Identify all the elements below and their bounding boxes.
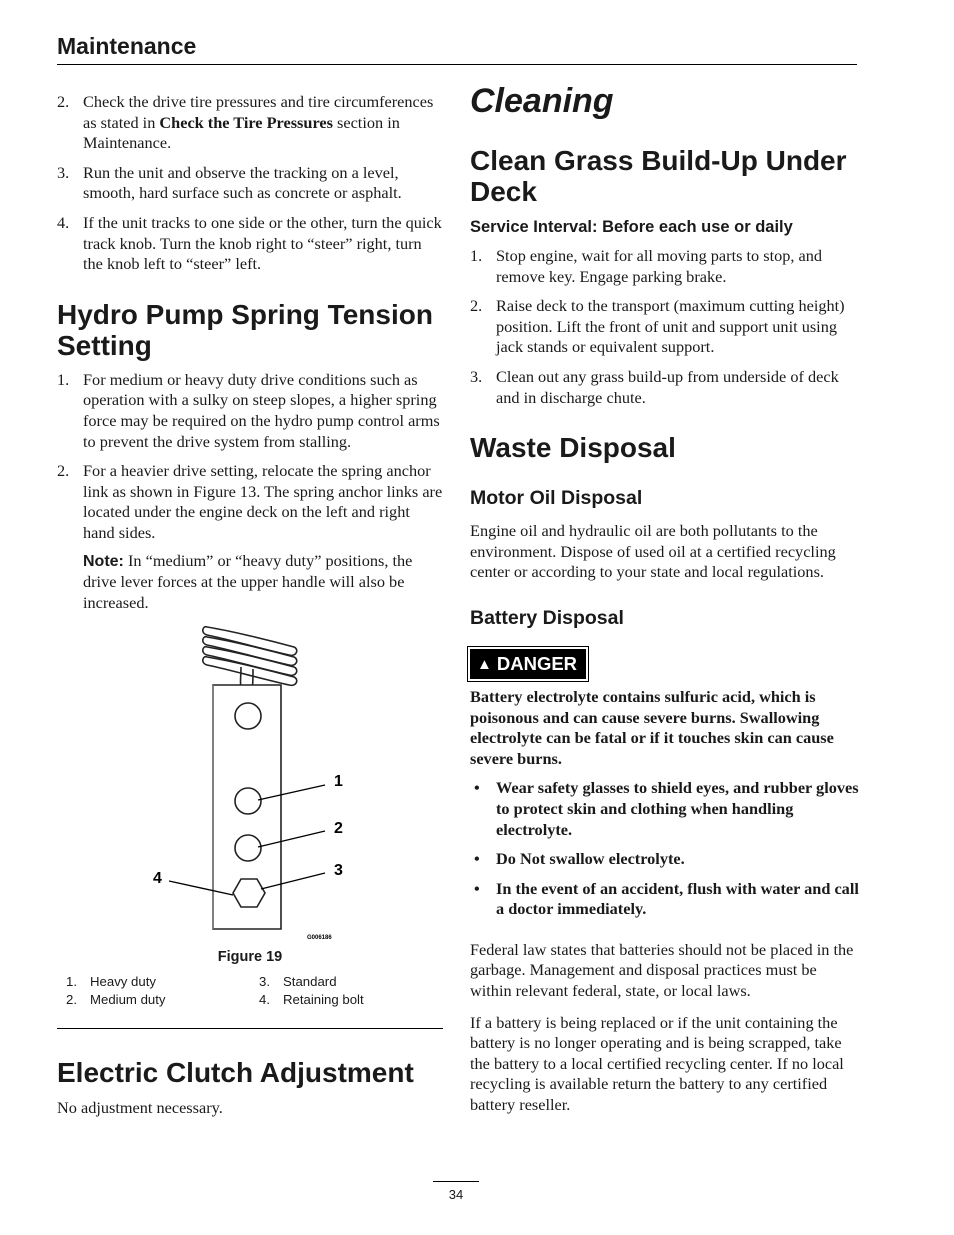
legend-item: 3. Standard [259, 974, 337, 990]
retaining-bolt-hex [233, 879, 265, 907]
tracking-steps [57, 92, 443, 275]
right-column [470, 82, 860, 1116]
figure-spring-link [57, 623, 443, 953]
list-item: 3. Clean out any grass build-up from underside of deck and in discharge chute. [470, 366, 839, 407]
list-item: 2. For a heavier drive setting, relocate the spring anchor link as shown in Figure 13. The spring anchor links are located under the engine deck on the left and right hand sides. [57, 461, 443, 542]
legend-item: 1. Heavy duty [66, 974, 156, 990]
figure-legend [57, 973, 443, 1009]
legend-item: 2. Medium duty [66, 992, 166, 1008]
oil-text: Engine oil and hydraulic oil are both pollutants to the environment. Dispose of used oil at a certified recycling center or according to your state and local regulations. [470, 521, 836, 582]
page-number: 34 [433, 1181, 479, 1202]
list-item: 2. Raise deck to the transport (maximum cutting height) position. Lift the front of unit and support unit using jack stands or equivalent support. [470, 296, 845, 357]
section-divider [57, 1028, 443, 1029]
callout-2: 2 [334, 820, 343, 838]
danger-text: Battery electrolyte contains sulfuric acid, which is poisonous and can cause severe burns. Swallowing electrolyte can be fatal or if it touches skin can cause severe burns. [470, 686, 834, 768]
legend-item: 4. Retaining bolt [259, 992, 364, 1008]
list-item: • In the event of an accident, flush with water and call a doctor immediately. [474, 878, 859, 919]
figure-caption: Figure 19 [217, 949, 283, 966]
replacement-text: If a battery is being replaced or if the unit containing the battery is no longer operating and is being scrapped, take the battery to a local certified recycling center. If no local recycling is available return the battery to any certified battery reseller. [470, 1012, 844, 1115]
federal-law-text: Federal law states that batteries should not be placed in the garbage. Management and disposal practices must be within relevant federal, state, or local laws. [470, 939, 854, 1001]
note: Note: In “medium” or “heavy duty” positions, the drive lever forces at the upper handle will also be increased. [83, 550, 413, 612]
hole-medium-duty [235, 835, 261, 861]
callout-4: 4 [153, 870, 162, 888]
battery-subtitle: Battery Disposal [470, 606, 624, 629]
xref-bold: Check the Tire Pressures [159, 112, 333, 132]
note-label: Note: [83, 552, 124, 570]
clutch-text: No adjustment necessary. [57, 1098, 223, 1118]
grass-steps [470, 246, 860, 408]
list-item: 4. If the unit tracks to one side or the other, turn the quick track knob. Turn the knob right to “steer” right, turn the knob left to “steer” left. [57, 212, 442, 274]
callout-1: 1 [334, 773, 343, 791]
hole-heavy-duty [235, 788, 261, 814]
waste-section-title: Waste Disposal [470, 432, 676, 464]
safety-bullets [470, 778, 860, 920]
list-item: 3. Run the unit and observe the tracking on a level, smooth, hard surface such as concrete or asphalt. [57, 162, 402, 203]
list-item: 1. Stop engine, wait for all moving parts to stop, and remove key. Engage parking brake. [470, 246, 823, 286]
hydro-steps [57, 370, 443, 544]
list-item: • Do Not swallow electrolyte. [474, 849, 685, 869]
list-item: 2. Check the drive tire pressures and tire circumferences as stated in Check the Tire Pressures section in Maintenance. [57, 92, 434, 153]
running-head: Maintenance [57, 33, 197, 59]
service-interval: Service Interval: Before each use or daily [470, 218, 793, 236]
danger-wrap [470, 649, 860, 679]
spring-link-diagram [57, 623, 443, 943]
callout-3: 3 [334, 862, 343, 880]
oil-subtitle: Motor Oil Disposal [470, 487, 643, 510]
clutch-section-title: Electric Clutch Adjustment [57, 1057, 414, 1089]
list-item: 1. For medium or heavy duty drive conditions such as operation with a sulky on steep slopes, a higher spring force may be required on the hydro pump control arms to prevent the drive system from stalling. [57, 369, 440, 451]
cleaning-title: Cleaning [470, 82, 614, 120]
hydro-section-title: Hydro Pump Spring Tension Setting [57, 298, 433, 361]
left-column [57, 92, 443, 1119]
danger-badge: ▲ DANGER [470, 649, 586, 679]
spring-hole [235, 703, 261, 729]
figure-code: G006186 [307, 935, 332, 942]
warning-icon: ▲ [477, 655, 492, 673]
header-rule [57, 64, 857, 65]
grass-section-title: Clean Grass Build-Up Under Deck [470, 145, 847, 207]
list-item: • Wear safety glasses to shield eyes, and rubber gloves to protect skin and clothing when handling electrolyte. [474, 778, 859, 839]
